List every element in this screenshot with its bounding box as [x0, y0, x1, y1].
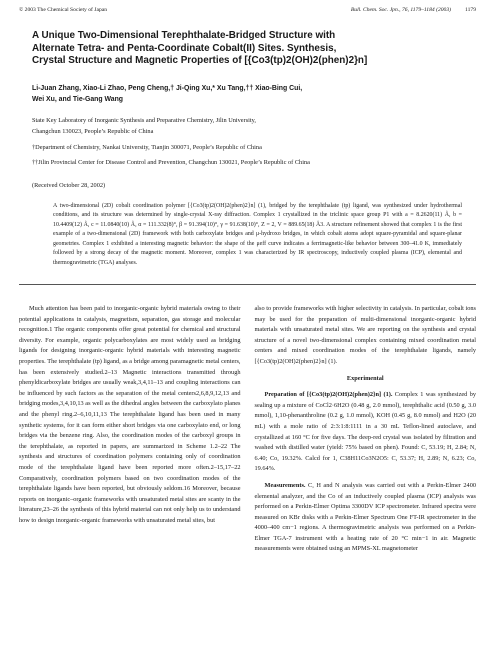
article-title [32, 30, 476, 68]
title-line-2: Alternate Tetra- and Penta-Coordinate Cobalt(II) Sites. Synthesis, [32, 42, 337, 54]
intro-continuation: also to provide frameworks with higher selectivity in catalysis. In particular, cobalt ions may be used for the preparation of multi-dimensional inorganic-organic hybrid materials with unsaturated metal sites. We are reporting on the synthesis and crystal structure of a novel two-dimensional complex containing mixed coordination metal centers and mixed coordination modes of the terephthalate ligands, namely [{Co3(tp)2(OH)2(phen)2}n] (1). [254, 305, 476, 365]
measurements-text: C, H and N analysis was carried out with a Perkin-Elmer 2400 elemental analyzer, and the Co of an inductively coupled plasma (ICP) analysis was performed on a Perkin-Elmer Optima 3300DV ICP spectrometer. Infrared spectra were measured on KBr disks with a Perkin-Elmer Spectrum One FT-IR spectrometer in the 4000–400 cm−1 regions. A thermogravimetric analysis was performed on a Perkin-Elmer TGA-7 instrument with a heating rate of 20 °C min−1 in air. Magnetic measurements were obtained using an MPMS-XL magnetometer [254, 481, 477, 553]
authors-line-2: Wei Xu, and Tie-Gang Wang [32, 95, 123, 103]
body-columns [19, 304, 476, 555]
abstract: A two-dimensional (2D) cobalt coordination polymer [{Co3(tp)2(OH)2(phen)2}n] (1), bridged by the terephthalate (tp) ligand, was synthesized under hydrothermal conditions, and its structure was determined by single-crystal X-ray diffraction. Complex 1 crystallized in the triclinic space group P1 with a = 8.2620(11) Å, b = 10.4409(12) Å, c = 11.0840(10) Å, α = 111.332(8)°, β = 91.394(10)°, γ = 91.638(10)°, Z = 2, V = 889.65(18) Å3. A structure refinement showed that complex 1 is the first example of a two-dimensional (2D) framework with both carboxylate bridges and μ-hydroxo bridges, in which cobalt atoms adopt square-pyramidal and square-planar geometries. Complex 1 exhibited a interesting magnetic behavior: the shape of the μeff curve indicates a ferrimagnetic-like behavior between 300–41.0 K, immediately followed by a strong decay of the magnetic moment. Moreover, complex 1 was characterized by IR spectroscopy, inductively coupled plasma (ICP), elemental and thermogravimetric (TGA) analyses. [53, 202, 462, 266]
intro-paragraph: Much attention has been paid to inorganic-organic hybrid materials owing to their potential applications in catalysis, magnetism, separation, gas storage and molecular recognition.1 The organic components offer great potential for chemical and structural diversity. For example, organic polycarboxylates are most widely used as bridging ligands for designing inorganic-organic hybrid materials with interesting magnetic properties. The terephthalate (tp) ligand, as a bridge among paramagnetic metal centers, has been extensively studied.2–13 Magnetic interactions transmitted through phenyldicarboxylate bridges are usually weak,3,4,11–13 and coupling interactions can be influenced by such factors as the separation of the metal centers2,6,8,9,12,13 and bridging modes,3,4,10,13 as well as the dihedral angles between the carboxylato planes and the phenyl ring.2–6,10,11,13 The terephthalate ligand has been used in many synthetic systems, for it can form either short bridges via one carboxylato end, or long bridges via the benzene ring. Also, the coordination modes of the carboxyl groups in the terephthalate, as reported in papers, are summarized in Scheme 1.2–22 The synthesis and structures of coordination polymers containing only of coordination mode of the terephthalate ligand have been reported more often.2–15,17–22 Comparatively, coordination polymers based on two coordination modes of the terephthalate ligands have been reported, but obviously seldom.16 Moreover, because reports on inorganic–organic frameworks with unsaturated metal sites are scanty in the literature,23–26 the synthesis of this hybrid material can not only help us to understand how to design inorganic-organic frameworks with unsaturated metal sites, but [19, 305, 241, 524]
copyright-line: © 2003 The Chemical Society of Japan [19, 7, 108, 13]
journal-citation: Bull. Chem. Soc. Jpn., 76, 1179–1184 (2003) [350, 7, 452, 13]
affiliation-main-2: Changchun 130023, People’s Republic of China [32, 128, 154, 135]
running-head [19, 6, 476, 15]
affiliations [32, 115, 476, 169]
author-list [32, 83, 476, 105]
page-number: 1179 [465, 7, 476, 13]
affiliation-double-dagger: ††Jilin Provincial Center for Disease Control and Prevention, Changchun 130021, People’s Republic of China [32, 159, 310, 166]
citation-block [351, 6, 476, 15]
measurements-paragraph [255, 481, 477, 555]
measurements-lead: Measurements. [264, 481, 306, 489]
preparation-paragraph [255, 390, 477, 475]
affiliation-main-1: State Key Laboratory of Inorganic Synthesis and Preparative Chemistry, Jilin University, [32, 116, 256, 124]
preparation-lead: Preparation of [{Co3(tp)2(OH)2(phen)2}n] (1). [264, 391, 393, 399]
experimental-heading: Experimental [346, 374, 384, 382]
preparation-text: Complex 1 was synthesized by sealing up a mixture of CoCl2·6H2O (0.48 g, 2.0 mmol), terephthalic acid (0.50 g, 3.0 mmol), 1,10-phenanthroline (0.2 g, 1.0 mmol), KOH (0.45 g, 8.0 mmol) and H2O (20 mL) with a mole ratio of 2:3:1:8:1111 in a 30 mL Teflon-lined autoclave, and crystallized at 160 °C for five days. The deep-red crystal was isolated by filtration and washed with distilled water (yield: 75% based on phen). Found: C, 53.19; H, 2.84; N, 6.40; Co, 19.32%. Calcd for 1, C38H11Co3N2O5: C, 53.37; H, 2.89; N, 6.23; Co, 19.64%. [254, 391, 476, 473]
authors-line-1: Li-Juan Zhang, Xiao-Li Zhao, Peng Cheng,† Ji-Qing Xu,* Xu Tang,†† Xiao-Bing Cui, [32, 84, 303, 92]
title-line-3: Crystal Structure and Magnetic Properties of [{Co3(tp)2(OH)2(phen)2}n] [32, 55, 368, 66]
left-column [19, 304, 241, 555]
right-column [255, 304, 477, 555]
received-date: (Received October 28, 2002) [32, 181, 106, 189]
affiliation-dagger: †Department of Chemistry, Nankai University, Tianjin 300071, People’s Republic of China [32, 143, 262, 151]
section-divider [19, 284, 476, 285]
title-line-1: A Unique Two-Dimensional Terephthalate-Bridged Structure with [32, 30, 336, 41]
